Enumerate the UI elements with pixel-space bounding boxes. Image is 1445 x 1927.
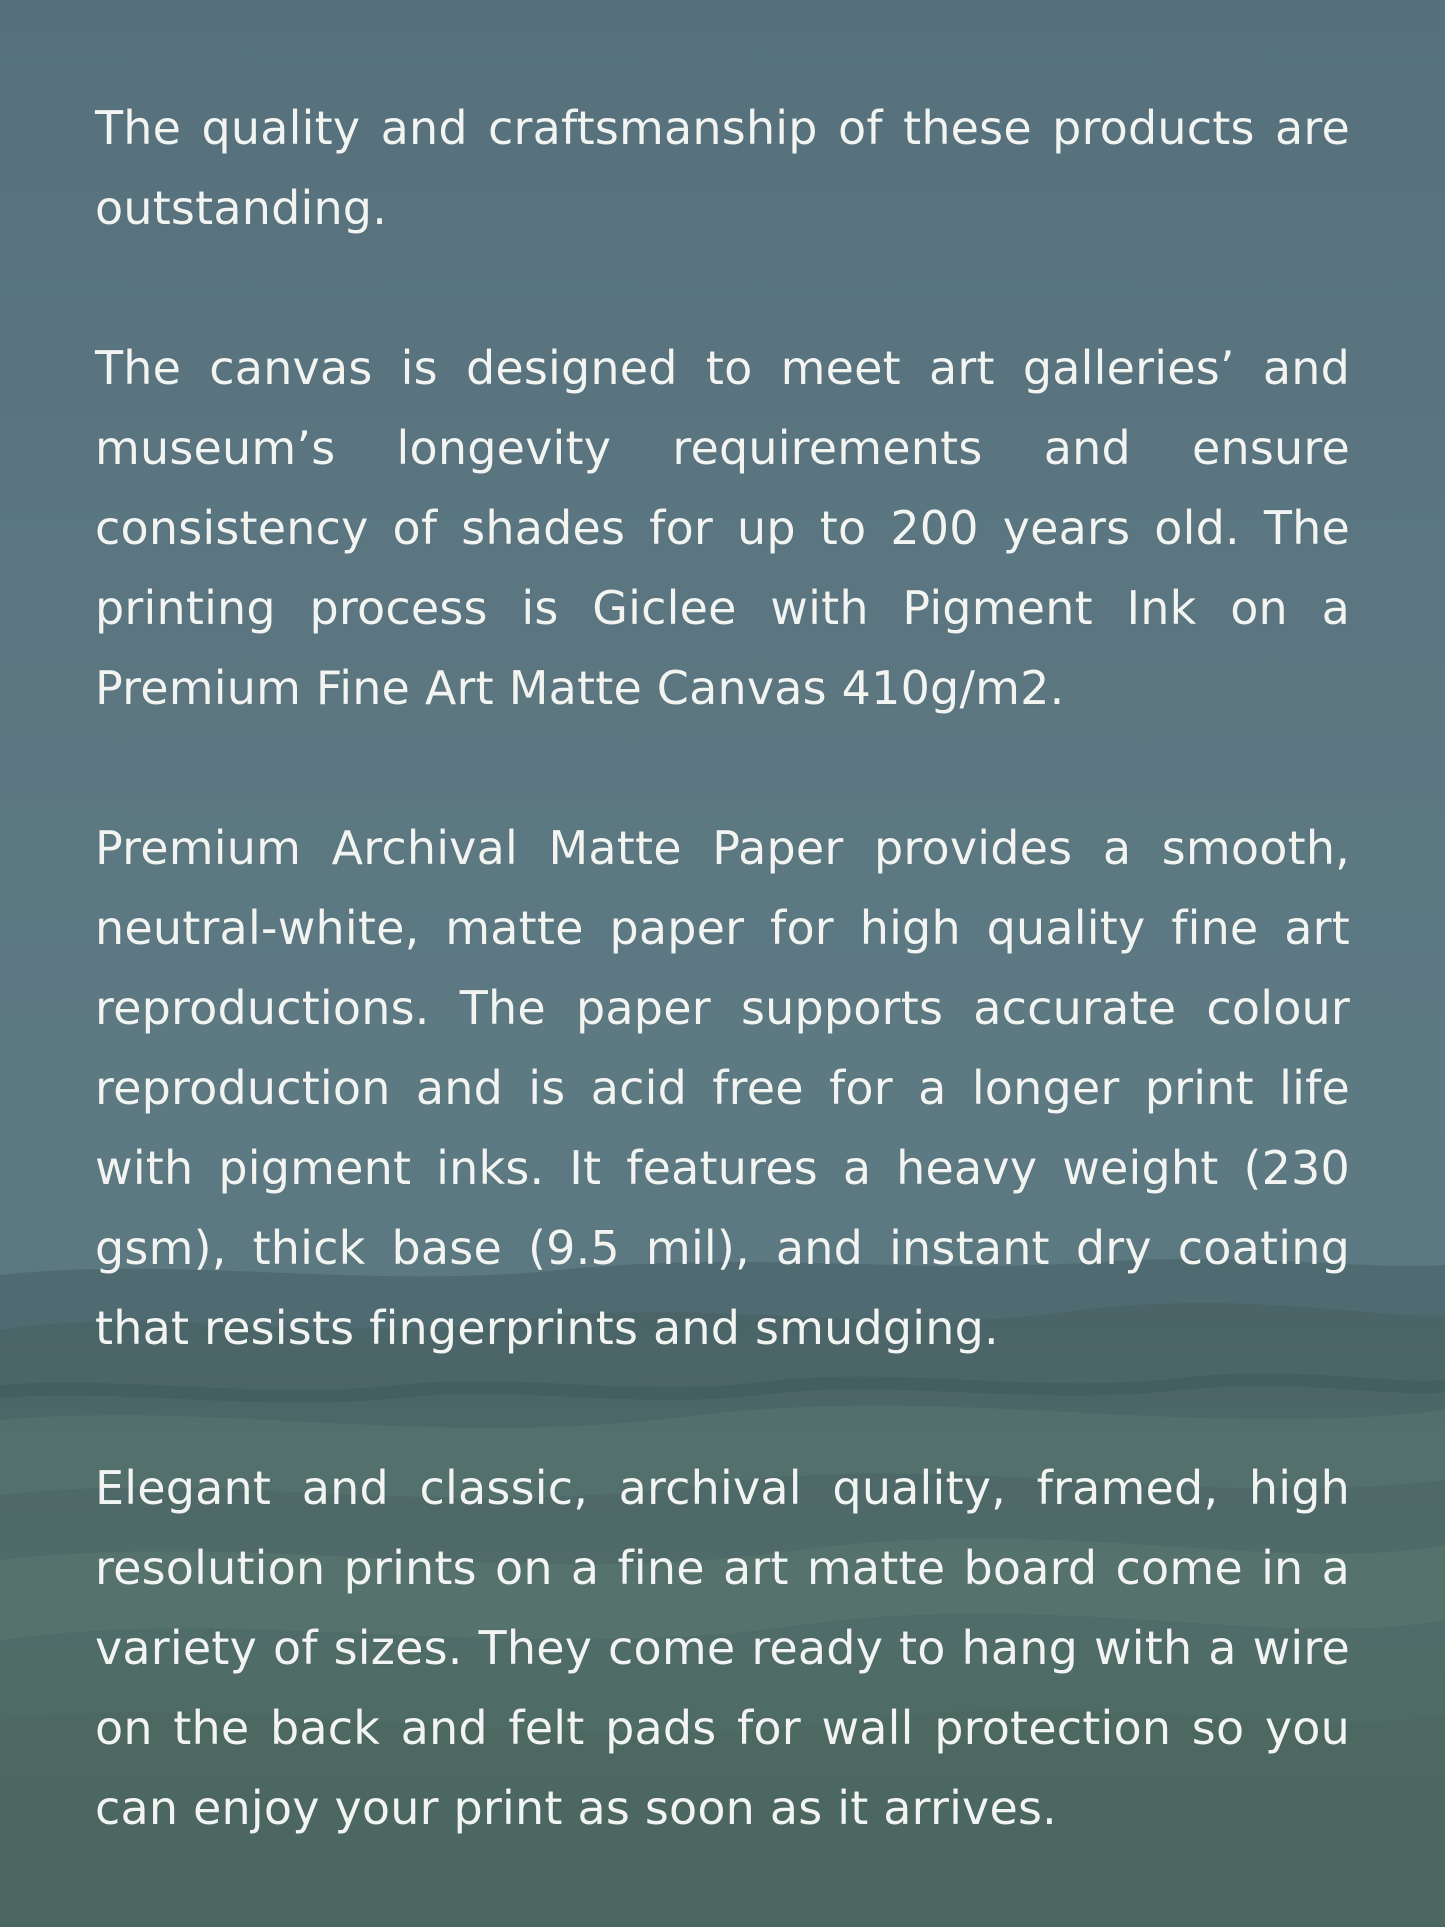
paragraph-quality: The quality and craftsmanship of these products are outstanding. [95,101,1350,235]
paragraph-framed: Elegant and classic, archival quality, framed, high resolution prints on a fine art matte board come in a variety of sizes. They come ready to hang with a wire on the back and felt pads for wall protection so you can enjoy your print as soon as it arrives. [95,1461,1350,1835]
product-description [95,88,1350,1927]
paragraph-paper: Premium Archival Matte Paper provides a smooth, neutral-white, matte paper for high quality fine art reproductions. The paper supports accurate colour reproduction and is acid free for a longer print life with pigment inks. It features a heavy weight (230 gsm), thick base (9.5 mil), and instant dry coating that resists fingerprints and smudging. [95,821,1350,1355]
paragraph-canvas: The canvas is designed to meet art galleries’ and museum’s longevity requirements and ensure consistency of shades for up to 200 years old. The printing process is Giclee with Pigment Ink on a Premium Fine Art Matte Canvas 410g/m2. [95,341,1350,715]
